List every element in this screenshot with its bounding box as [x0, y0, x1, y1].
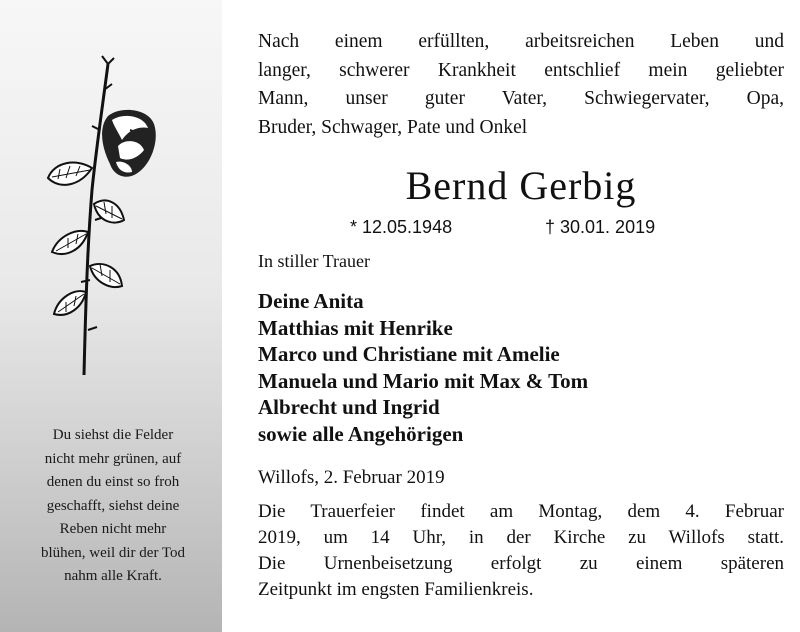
family-line: Albrecht und Ingrid — [258, 395, 440, 419]
intro-paragraph — [258, 28, 784, 142]
family-line: Matthias mit Henrike — [258, 315, 453, 340]
intro-line: Bruder, Schwager, Pate und Onkel — [258, 116, 528, 138]
intro-line: Nach einem erfüllten, arbeitsreichen Leben und — [258, 31, 784, 52]
rose-illustration — [40, 50, 160, 385]
sidebar-panel — [0, 0, 222, 632]
poem-line: Reben nicht mehr — [59, 521, 167, 537]
intro-line: langer, schwerer Krankheit entschlief mein geliebter — [258, 59, 784, 81]
family-line: Manuela und Mario mit Max & Tom — [258, 368, 589, 393]
birth-date: * 12.05.1948 — [350, 217, 453, 237]
poem-line: blühen, weil dir der Tod — [40, 544, 186, 561]
family-line: Marco und Christiane mit Amelie — [258, 342, 560, 366]
poem-line: nahm alle Kraft. — [64, 568, 162, 584]
mourning-heading: In stiller Trauer — [258, 251, 370, 271]
deceased-name: Bernd Gerbig — [405, 163, 637, 208]
family-line: Deine Anita — [258, 289, 364, 313]
service-line: Die Urnenbeisetzung erfolgt zu einem späteren — [258, 553, 784, 574]
obituary-content — [258, 28, 784, 603]
poem-line: Du siehst die Felder — [52, 427, 174, 443]
intro-line: Mann, unser guter Vater, Schwiegervater, Opa, — [258, 88, 784, 109]
service-line: 2019, um 14 Uhr, in der Kirche zu Willofs statt. — [258, 527, 784, 548]
place-date: Willofs, 2. Februar 2019 — [258, 467, 445, 488]
memorial-poem — [18, 424, 208, 589]
life-dates — [258, 217, 784, 245]
service-notice — [258, 499, 784, 603]
service-line: Die Trauerfeier findet am Montag, dem 4. Februar — [258, 501, 784, 522]
family-list — [258, 288, 784, 447]
death-date: † 30.01. 2019 — [545, 217, 656, 237]
poem-line: geschafft, siehst deine — [46, 497, 180, 514]
poem-line: nicht mehr grünen, auf — [44, 450, 182, 467]
family-line: sowie alle Angehörigen — [258, 421, 464, 446]
poem-line: denen du einst so froh — [46, 474, 180, 490]
service-line: Zeitpunkt im engsten Familienkreis. — [258, 579, 534, 600]
